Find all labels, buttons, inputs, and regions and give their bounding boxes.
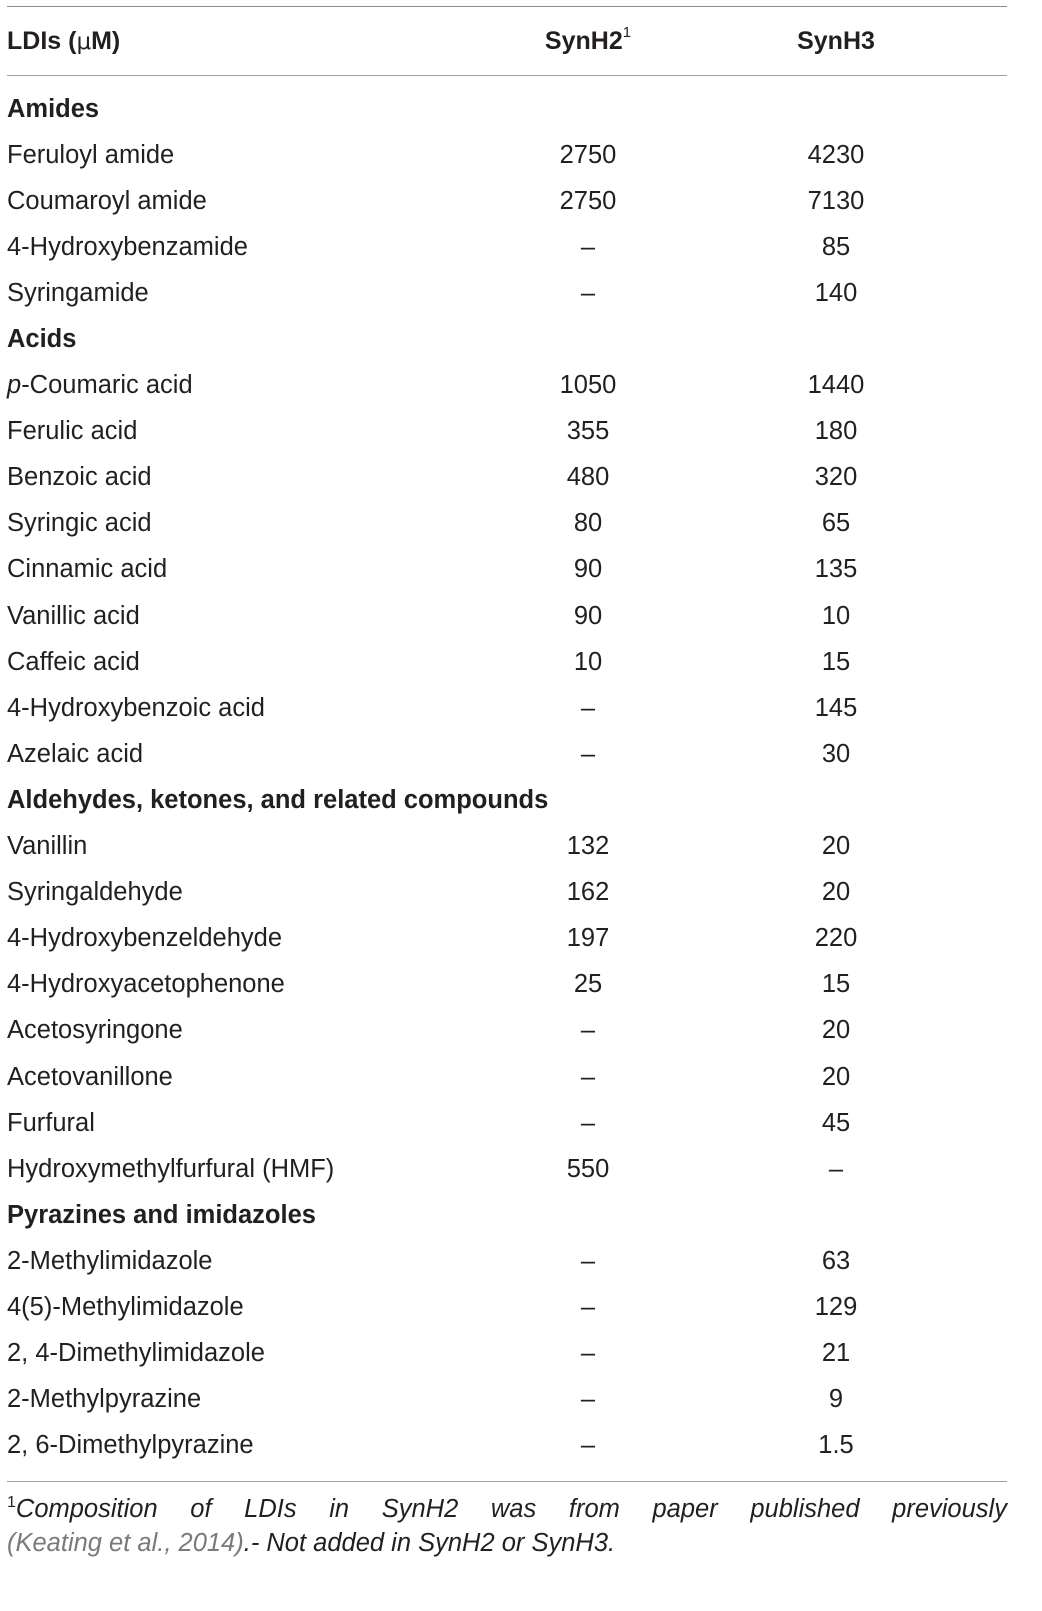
compound-name-text: 4(5)-Methylimidazole — [7, 1292, 244, 1321]
compound-name — [7, 1431, 487, 1460]
footnote-word: from — [568, 1495, 620, 1523]
synh2-value: – — [580, 1108, 596, 1137]
synh2-value: 197 — [566, 924, 610, 953]
compound-name-text: 4-Hydroxybenzoic acid — [7, 693, 265, 722]
footnote-first-word — [7, 1492, 158, 1526]
table-row — [7, 501, 1007, 547]
synh3-value: 129 — [814, 1292, 858, 1321]
compound-name-text: 2-Methylpyrazine — [7, 1385, 202, 1414]
compound-name-text: 4-Hydroxybenzamide — [7, 232, 248, 261]
compound-name — [7, 924, 487, 953]
compound-name-text: Coumaroyl amide — [7, 186, 207, 215]
synh2-value: 2750 — [559, 140, 617, 169]
section-title: Pyrazines and imidazoles — [7, 1200, 316, 1229]
synh2-value: – — [580, 278, 596, 307]
synh3-value: 220 — [814, 924, 858, 953]
compound-name-text: Hydroxymethylfurfural (HMF) — [7, 1154, 335, 1183]
footnote-reference-link[interactable]: (Keating et al., 2014) — [7, 1529, 244, 1557]
synh2-value: – — [580, 1292, 596, 1321]
table-row — [7, 1423, 1007, 1469]
table-header-row — [7, 7, 1007, 75]
section-title-row — [7, 1192, 1007, 1238]
compound-name-text: Feruloyl amide — [7, 140, 175, 169]
header-ldis-prefix: LDIs ( — [7, 26, 77, 55]
synh2-value: – — [580, 693, 596, 722]
footnote-word: LDIs — [244, 1495, 297, 1523]
table-footnote — [7, 1492, 1007, 1560]
header-synh3: SynH3 — [797, 26, 875, 55]
table-row — [7, 178, 1007, 224]
compound-name-text: Vanillin — [7, 832, 88, 861]
compound-name — [7, 555, 487, 584]
table-row — [7, 731, 1007, 777]
table-row — [7, 1377, 1007, 1423]
synh2-value: 132 — [566, 832, 610, 861]
header-ldis-unit: μ — [76, 28, 92, 55]
synh3-value: 180 — [814, 417, 858, 446]
synh2-value: 480 — [566, 463, 610, 492]
compound-name — [7, 648, 487, 677]
footnote-word: of — [190, 1495, 212, 1523]
table-row — [7, 1100, 1007, 1146]
header-synh2-label: SynH2 — [544, 26, 623, 55]
table-row — [7, 593, 1007, 639]
header-synh2-footnote-mark: 1 — [622, 23, 632, 41]
compound-name — [7, 1155, 487, 1184]
compound-name-text: 2, 6-Dimethylpyrazine — [7, 1431, 254, 1460]
footnote-word: paper — [652, 1495, 718, 1523]
synh3-value: 85 — [821, 232, 851, 261]
synh3-value: 20 — [821, 1016, 851, 1045]
synh2-value: – — [580, 1016, 596, 1045]
synh3-value: 320 — [814, 463, 858, 492]
section-title: Aldehydes, ketones, and related compounds — [7, 785, 549, 814]
ldi-table — [7, 6, 1007, 1482]
synh3-value: 63 — [821, 1246, 851, 1275]
table-row — [7, 824, 1007, 870]
compound-name-text: Ferulic acid — [7, 417, 138, 446]
compound-name-text: Vanillic acid — [7, 601, 140, 630]
synh3-value: 9 — [828, 1385, 844, 1414]
footnote-line-2 — [7, 1526, 1007, 1560]
table-row — [7, 132, 1007, 178]
table-row — [7, 1054, 1007, 1100]
table-bottom-rule — [7, 1481, 1007, 1482]
table-row — [7, 224, 1007, 270]
footnote-tail: .- Not added in SynH2 or SynH3. — [243, 1529, 616, 1557]
footnote-word: was — [490, 1495, 537, 1523]
compound-name — [7, 740, 487, 769]
header-spacer — [7, 76, 1007, 86]
compound-name — [7, 187, 487, 216]
compound-name — [7, 1293, 487, 1322]
synh3-value: 135 — [814, 555, 858, 584]
compound-name-text: Azelaic acid — [7, 739, 144, 768]
synh2-value: – — [580, 232, 596, 261]
compound-name — [7, 970, 487, 999]
synh3-value: 1440 — [807, 371, 865, 400]
synh2-value: 10 — [573, 647, 603, 676]
synh3-value: 21 — [821, 1339, 851, 1368]
header-synh2 — [487, 23, 689, 56]
synh2-value: – — [580, 1339, 596, 1368]
table-row — [7, 870, 1007, 916]
footnote-line-1 — [7, 1492, 1007, 1526]
compound-name — [7, 463, 487, 492]
compound-name — [7, 1247, 487, 1276]
compound-name — [7, 509, 487, 538]
synh3-value: 10 — [821, 601, 851, 630]
synh2-value: 90 — [573, 601, 603, 630]
synh3-value: 20 — [821, 1062, 851, 1091]
table-row — [7, 1331, 1007, 1377]
synh2-value: – — [580, 1431, 596, 1460]
synh3-value: 1.5 — [818, 1431, 854, 1460]
table-row — [7, 1238, 1007, 1284]
synh3-value: 20 — [821, 832, 851, 861]
footnote-word: in — [329, 1495, 350, 1523]
compound-name — [7, 371, 487, 400]
synh2-value: – — [580, 1062, 596, 1091]
compound-name-text: Furfural — [7, 1108, 95, 1137]
synh2-value: 1050 — [559, 371, 617, 400]
compound-name — [7, 602, 487, 631]
table-row — [7, 547, 1007, 593]
compound-name-text: 4-Hydroxybenzeldehyde — [7, 924, 282, 953]
synh2-value: 2750 — [559, 186, 617, 215]
synh2-value: 80 — [573, 509, 603, 538]
header-ldis — [7, 27, 487, 56]
compound-name-text: Syringamide — [7, 278, 149, 307]
section-title: Acids — [7, 325, 77, 354]
synh2-value: – — [580, 739, 596, 768]
table-row — [7, 363, 1007, 409]
compound-name-text: Cinnamic acid — [7, 555, 168, 584]
compound-name — [7, 1109, 487, 1138]
synh3-value: 15 — [821, 647, 851, 676]
synh3-value: 7130 — [807, 186, 865, 215]
table-row — [7, 1146, 1007, 1192]
synh3-value: 20 — [821, 878, 851, 907]
synh3-value: 45 — [821, 1108, 851, 1137]
compound-name — [7, 233, 487, 262]
footnote-word: published — [750, 1495, 860, 1523]
table-row — [7, 962, 1007, 1008]
compound-name-text: 4-Hydroxyacetophenone — [7, 970, 285, 999]
compound-name — [7, 1385, 487, 1414]
synh3-value: 140 — [814, 278, 858, 307]
footnote-word: SynH2 — [381, 1495, 459, 1523]
table-row — [7, 270, 1007, 316]
compound-name — [7, 694, 487, 723]
section-title: Amides — [7, 94, 100, 123]
section-title-row — [7, 777, 1007, 823]
table-row — [7, 409, 1007, 455]
section-title-row — [7, 316, 1007, 362]
synh3-value: 145 — [814, 693, 858, 722]
compound-name — [7, 1063, 487, 1092]
table-row — [7, 916, 1007, 962]
table-body — [7, 86, 1007, 1469]
compound-name-text: Caffeic acid — [7, 647, 140, 676]
synh2-value: 25 — [573, 970, 603, 999]
header-ldis-suffix: M) — [91, 26, 121, 55]
compound-name-text: Benzoic acid — [7, 463, 152, 492]
compound-name — [7, 832, 487, 861]
table-row — [7, 1008, 1007, 1054]
synh2-value: – — [580, 1385, 596, 1414]
compound-name-text: Syringaldehyde — [7, 878, 183, 907]
compound-name — [7, 279, 487, 308]
compound-name — [7, 878, 487, 907]
compound-name-text: -Coumaric acid — [21, 371, 193, 400]
compound-name-italic-prefix: p — [7, 371, 22, 400]
compound-name — [7, 417, 487, 446]
footnote-mark: 1 — [7, 1494, 16, 1511]
compound-name-text: Acetovanillone — [7, 1062, 173, 1091]
compound-name — [7, 141, 487, 170]
synh2-value: 355 — [566, 417, 610, 446]
section-title-row — [7, 86, 1007, 132]
footnote-word: previously — [892, 1495, 1007, 1523]
table-row — [7, 685, 1007, 731]
compound-name — [7, 1016, 487, 1045]
synh3-value: 15 — [821, 970, 851, 999]
footnote-word: Composition — [15, 1495, 158, 1523]
table-row — [7, 1284, 1007, 1330]
compound-name-text: Syringic acid — [7, 509, 152, 538]
synh3-value: 30 — [821, 739, 851, 768]
compound-name — [7, 1339, 487, 1368]
synh3-value: 65 — [821, 509, 851, 538]
table-row — [7, 455, 1007, 501]
synh2-value: – — [580, 1246, 596, 1275]
compound-name-text: 2-Methylimidazole — [7, 1246, 213, 1275]
table-row — [7, 639, 1007, 685]
body-spacer — [7, 1469, 1007, 1481]
synh2-value: 90 — [573, 555, 603, 584]
compound-name-text: 2, 4-Dimethylimidazole — [7, 1339, 265, 1368]
synh3-value: 4230 — [807, 140, 865, 169]
synh2-value: 162 — [566, 878, 610, 907]
synh3-value: – — [828, 1154, 844, 1183]
synh2-value: 550 — [566, 1154, 610, 1183]
compound-name-text: Acetosyringone — [7, 1016, 183, 1045]
